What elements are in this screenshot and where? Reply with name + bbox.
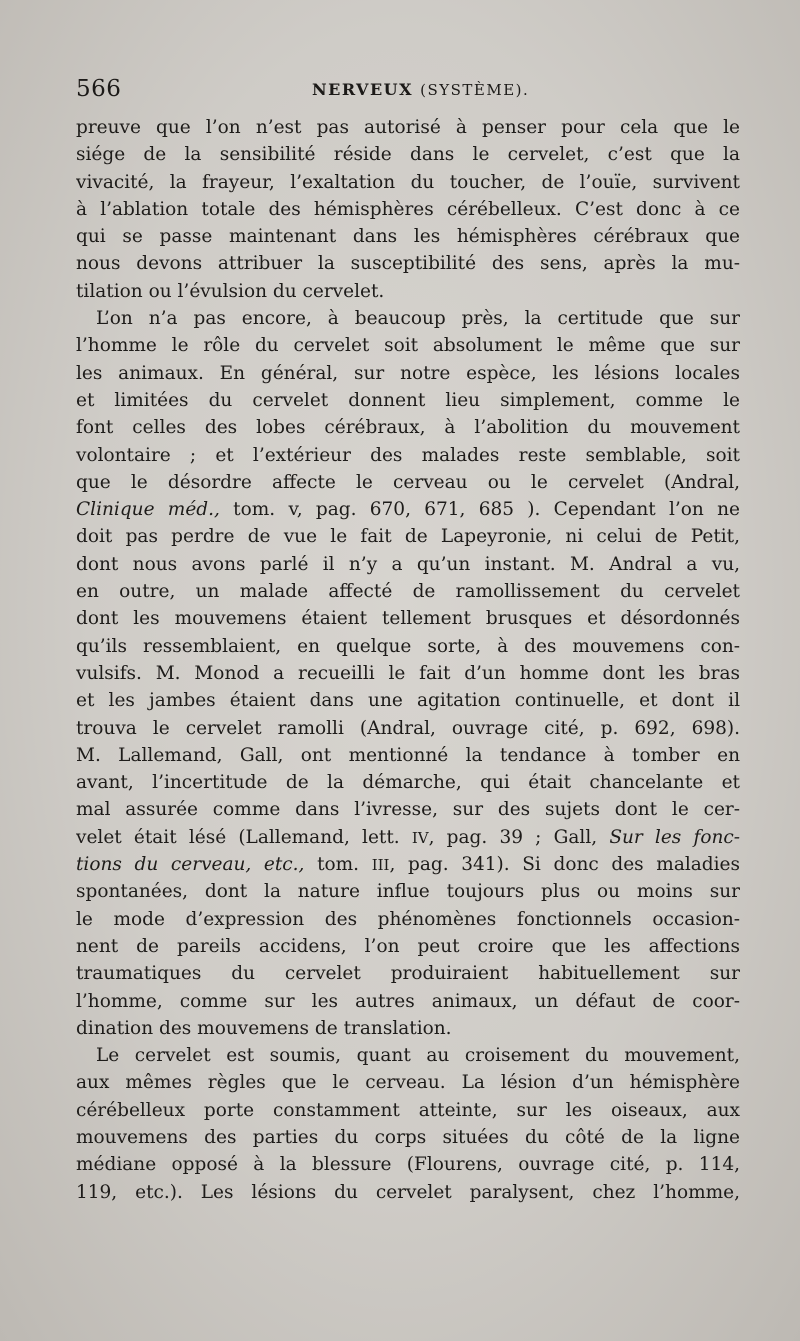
italic-citation: Clinique méd., — [76, 499, 220, 521]
running-title-main: NERVEUX — [312, 80, 414, 99]
text-line: médiane opposé à la blessure (Flourens, ouvrage cité, p. 114, — [76, 1154, 740, 1176]
text-line: trouva le cervelet ramolli (Andral, ouvrage cité, p. 692, 698). — [76, 717, 740, 739]
text-line: spontanées, dont la nature influe toujours plus ou moins sur — [76, 881, 740, 903]
text-line: 119, etc.). Les lésions du cervelet paralysent, chez l’homme, — [76, 1181, 740, 1203]
text-line: volontaire ; et l’extérieur des malades reste semblable, soit — [76, 444, 740, 466]
text-line: l’homme, comme sur les autres animaux, un défaut de coor- — [76, 990, 740, 1012]
text-line: dont nous avons parlé il n’y a qu’un instant. M. Andral a vu, — [76, 553, 740, 575]
text-line: cérébelleux porte constamment atteinte, sur les oiseaux, aux — [76, 1099, 740, 1121]
text-line: nent de pareils accidens, l’on peut croire que les affections — [76, 935, 740, 957]
text-line: en outre, un malade affecté de ramollissement du cervelet — [76, 581, 740, 603]
text-line: dination des mouvemens de translation. — [76, 1017, 452, 1039]
text-line: que le désordre affecte le cerveau ou le cervelet (Andral, — [76, 471, 740, 493]
roman-numeral: III — [371, 856, 390, 875]
text-line: mal assurée comme dans l’ivresse, sur des sujets dont le cer- — [76, 799, 740, 821]
text-line: l’homme le rôle du cervelet soit absolument le même que sur — [76, 335, 740, 357]
italic-citation: tions du cerveau, etc., — [76, 854, 305, 876]
text-line: dont les mouvemens étaient tellement brusques et désordonnés — [76, 608, 740, 630]
text-line: avant, l’incertitude de la démarche, qui était chancelante et — [76, 772, 740, 794]
text-line: les animaux. En général, sur notre espèce, les lésions locales — [76, 362, 740, 384]
text-line: traumatiques du cervelet produiraient habituellement sur — [76, 963, 740, 985]
text-line: vulsifs. M. Monod a recueilli le fait d’un homme dont les bras — [76, 662, 740, 684]
text-line: velet était lésé (Lallemand, lett. IV, pag. 39 ; Gall, Sur les fonc- — [76, 826, 740, 848]
running-head — [76, 72, 740, 108]
text-line: siége de la sensibilité réside dans le cervelet, c’est que la — [76, 144, 740, 166]
page-number: 566 — [76, 76, 122, 102]
text-line: à l’ablation totale des hémisphères cérébelleux. C’est donc à ce — [76, 198, 740, 220]
text-line: tions du cerveau, etc., tom. III, pag. 341). Si donc des maladies — [76, 854, 740, 876]
roman-numeral: IV — [411, 828, 429, 847]
text-line: tilation ou l’évulsion du cervelet. — [76, 280, 385, 302]
text-line: preuve que l’on n’est pas autorisé à penser pour cela que le — [76, 117, 740, 138]
text-line: doit pas perdre de vue le fait de Lapeyronie, ni celui de Petit, — [76, 526, 740, 548]
text-line: Le cervelet est soumis, quant au croisement du mouvement, — [96, 1045, 740, 1067]
text-line: vivacité, la frayeur, l’exaltation du toucher, de l’ouïe, survivent — [76, 171, 740, 193]
text-line: et les jambes étaient dans une agitation continuelle, et dont il — [76, 690, 740, 712]
italic-citation: Sur les fonc- — [609, 826, 740, 848]
text-line: et limitées du cervelet donnent lieu simplement, comme le — [76, 389, 740, 411]
running-title — [312, 80, 529, 99]
text-line: L’on n’a pas encore, à beaucoup près, la certitude que sur — [96, 308, 740, 330]
text-line: Clinique méd., tom. v, pag. 670, 671, 685 ). Cependant l’on ne — [76, 499, 740, 521]
text-line: qu’ils ressemblaient, en quelque sorte, à des mouvemens con- — [76, 635, 740, 657]
text-line: le mode d’expression des phénomènes fonctionnels occasion- — [76, 908, 740, 930]
running-title-paren: (SYSTÈME). — [420, 81, 530, 99]
text-line: aux mêmes règles que le cerveau. La lésion d’un hémisphère — [76, 1072, 740, 1094]
text-line: M. Lallemand, Gall, ont mentionné la tendance à tomber en — [76, 744, 740, 766]
text-line: qui se passe maintenant dans les hémisphères cérébraux que — [76, 226, 740, 248]
text-line: nous devons attribuer la susceptibilité des sens, après la mu- — [76, 253, 740, 275]
text-line: font celles des lobes cérébraux, à l’abolition du mouvement — [76, 417, 740, 439]
body-text — [76, 114, 740, 1206]
text-line: mouvemens des parties du corps situées du côté de la ligne — [76, 1126, 740, 1148]
